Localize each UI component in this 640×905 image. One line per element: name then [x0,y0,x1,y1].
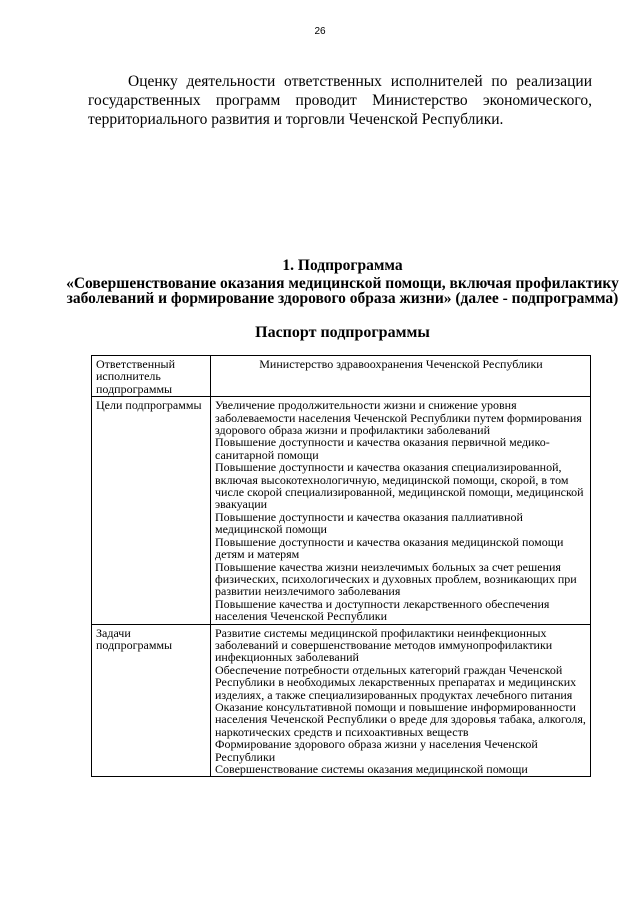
task-item: Обеспечение потребности отдельных категорий граждан Чеченской Республики в необходимых лекарственных препаратах и медицинских изделиях, а также специализированных продуктах лечебного питания [215,662,577,702]
goal-item: Повышение качества и доступности лекарственного обеспечения населения Чеченской Республики [215,596,550,624]
responsible-value: Министерство здравоохранения Чеченской Республики [211,356,591,397]
subprogram-number-title: 1. Подпрограмма [282,257,403,274]
subprogram-title: «Совершенствование оказания медицинской помощи, включая профилактику заболеваний и формирование здорового образа жизни» (далее - подпрограмма) [66,275,619,307]
goal-item: Увеличение продолжительности жизни и снижение уровня заболеваемости населения Чеченской Республики путем формирования здорового образа жизни и профилактики заболеваний [215,398,582,438]
goals-list [211,397,591,624]
responsible-label: Ответственный исполнитель подпрограммы [92,356,211,397]
passport-table [91,355,591,777]
tasks-list [211,624,591,777]
table-row-goals [92,397,591,624]
goals-label: Цели подпрограммы [92,397,211,624]
task-item: Формирование здорового образа жизни у населения Чеченской Республики [215,737,538,764]
goal-item: Повышение доступности и качества оказания первичной медико-санитарной помощи [215,435,550,462]
task-item: Развитие системы медицинской профилактики неинфекционных заболеваний и совершенствование методов иммунопрофилактики инфекционных заболеваний [215,625,553,665]
task-item: Совершенствование системы оказания медицинской помощи [215,762,528,776]
goal-item: Повышение доступности и качества оказания медицинской помощи детям и матерям [215,534,564,562]
table-row-tasks [92,624,591,777]
passport-title: Паспорт подпрограммы [255,324,430,341]
tasks-label: Задачи подпрограммы [92,624,211,777]
goal-item: Повышение качества жизни неизлечимых больных за счет решения физических, психологических и духовных проблем, возникающих при развитии неизлечимого заболевания [215,559,577,599]
table-row-responsible [92,356,591,397]
page-number: 26 [314,26,326,37]
intro-paragraph: Оценку деятельности ответственных исполнителей по реализации государственных программ проводит Министерство экономического, территориального развития и торговли Чеченской Республики. [88,73,592,128]
goal-item: Повышение доступности и качества оказания специализированной, включая высокотехнологичную, медицинской помощи, скорой, в том числе скорой специализированной, медицинской помощи, медицинской эвакуации [215,460,584,512]
goal-item: Повышение доступности и качества оказания паллиативной медицинской помощи [215,509,523,537]
task-item: Оказание консультативной помощи и повышение информированности населения Чеченской Республики о вреде для здоровья табака, алкоголя, наркотических средств и психоактивных веществ [215,699,586,739]
